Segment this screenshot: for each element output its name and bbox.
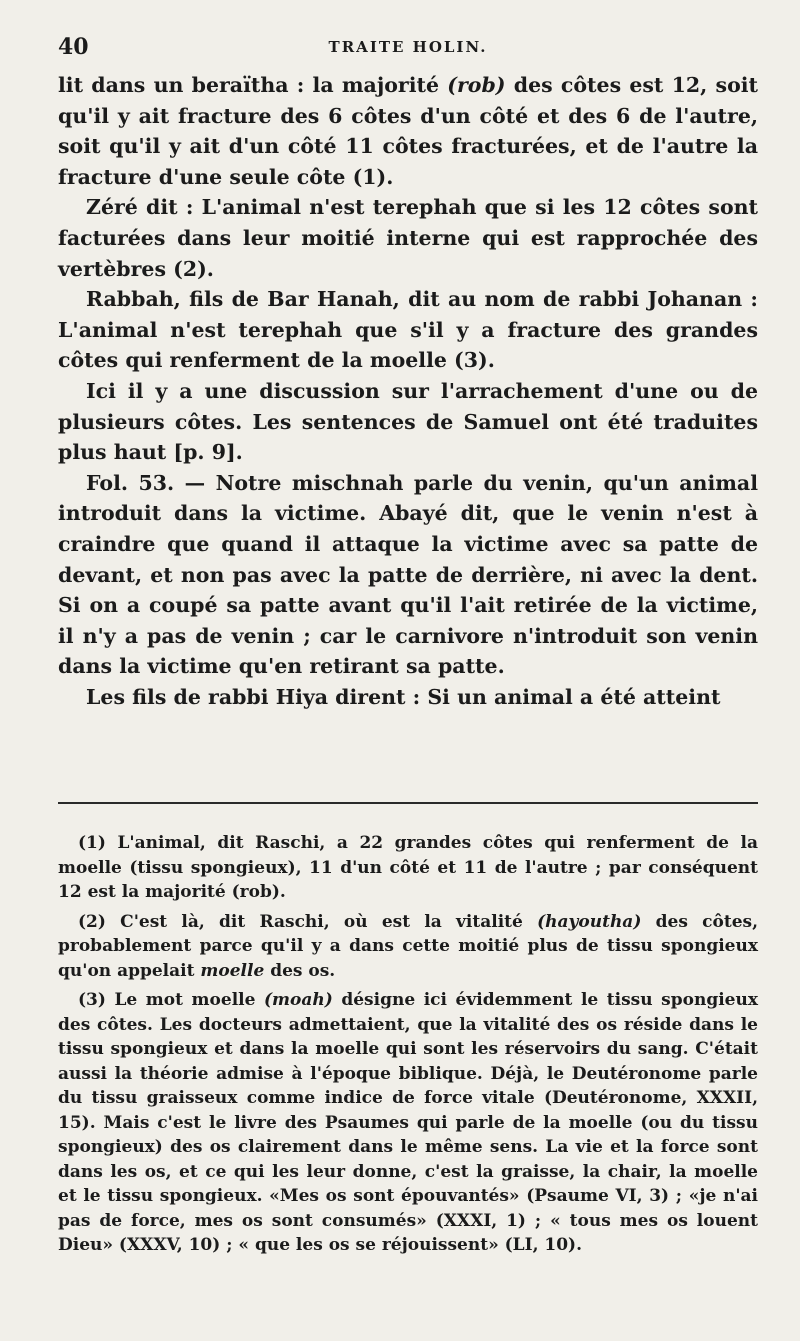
hebrew-term: (rob)	[447, 73, 506, 97]
paragraph-3: Rabbah, fils de Bar Hanah, dit au nom de rabbi Johanan : L'animal n'est terephah que s'il y a fracture des grandes côtes qui renferment de la moelle (3).	[58, 287, 758, 373]
page-number: 40	[58, 34, 89, 60]
paragraph-5: Fol. 53. — Notre mischnah parle du venin, qu'un animal introduit dans la victime. Abayé dit, que le venin n'est à craindre que quand il attaque la victime avec sa patte de devant, et non pas avec la patte de derrière, ni avec la dent. Si on a coupé sa patte avant qu'il l'ait retirée de la victime, il n'y a pas de venin ; car le carnivore n'introduit son venin dans la victime qu'en retirant sa patte.	[58, 470, 758, 679]
footnotes	[58, 831, 758, 1263]
running-title: TRAITE HOLIN.	[328, 38, 488, 56]
paragraph-4: Ici il y a une discussion sur l'arrachement d'une ou de plusieurs côtes. Les sentences de Samuel ont été traduites plus haut [p. 9].	[58, 378, 758, 465]
page-header	[58, 34, 758, 60]
main-text	[58, 70, 758, 712]
footnote-divider	[58, 802, 758, 804]
footnote-3: (3) Le mot moelle (moah) désigne ici évidemment le tissu spongieux des côtes. Les docteurs admettaient, que la vitalité des os réside dans le tissu spongieux et dans la moelle qui sont les réservoirs du sang. C'était aussi la théorie admise à l'époque biblique. Déjà, le Deutéronome parle du tissu graisseux comme indice de force vitale (Deutéronome, XXXII, 15). Mais c'est le livre des Psaumes qui parle de la moelle (ou du tissu spongieux) des os clairement dans le même sens. La vie et la force sont dans les os, et ce qui les leur donne, c'est la graisse, la chair, la moelle et le tissu spongieux. «Mes os sont épouvantés» (Psaume VI, 3) ; «je n'ai pas de force, mes os sont consumés» (XXXI, 1) ; « tous mes os louent Dieu» (XXXV, 10) ; « que les os se réjouissent» (LI, 10).	[58, 990, 758, 1255]
paragraph-6: Les fils de rabbi Hiya dirent : Si un animal a été atteint	[86, 684, 721, 709]
footnote-1: (1) L'animal, dit Raschi, a 22 grandes côtes qui renferment de la moelle (tissu spongieux), 11 d'un côté et 11 de l'autre ; par conséquent 12 est la majorité (rob).	[58, 833, 758, 902]
paragraph-1: lit dans un beraïtha : la majorité (rob) des côtes est 12, soit qu'il y ait fracture des 6 côtes d'un côté et des 6 de l'autre, soit qu'il y ait d'un côté 11 côtes fracturées, et de l'autre la fracture d'une seule côte (1).	[58, 73, 759, 189]
footnote-2: (2) C'est là, dit Raschi, où est la vitalité (hayoutha) des côtes, probablement parce qu'il y a dans cette moitié plus de tissu spongieux qu'on appelait moelle des os.	[58, 911, 758, 981]
paragraph-2: Zéré dit : L'animal n'est terephah que si les 12 côtes sont facturées dans leur moitié interne qui est rapprochée des vertèbres (2).	[58, 195, 758, 281]
